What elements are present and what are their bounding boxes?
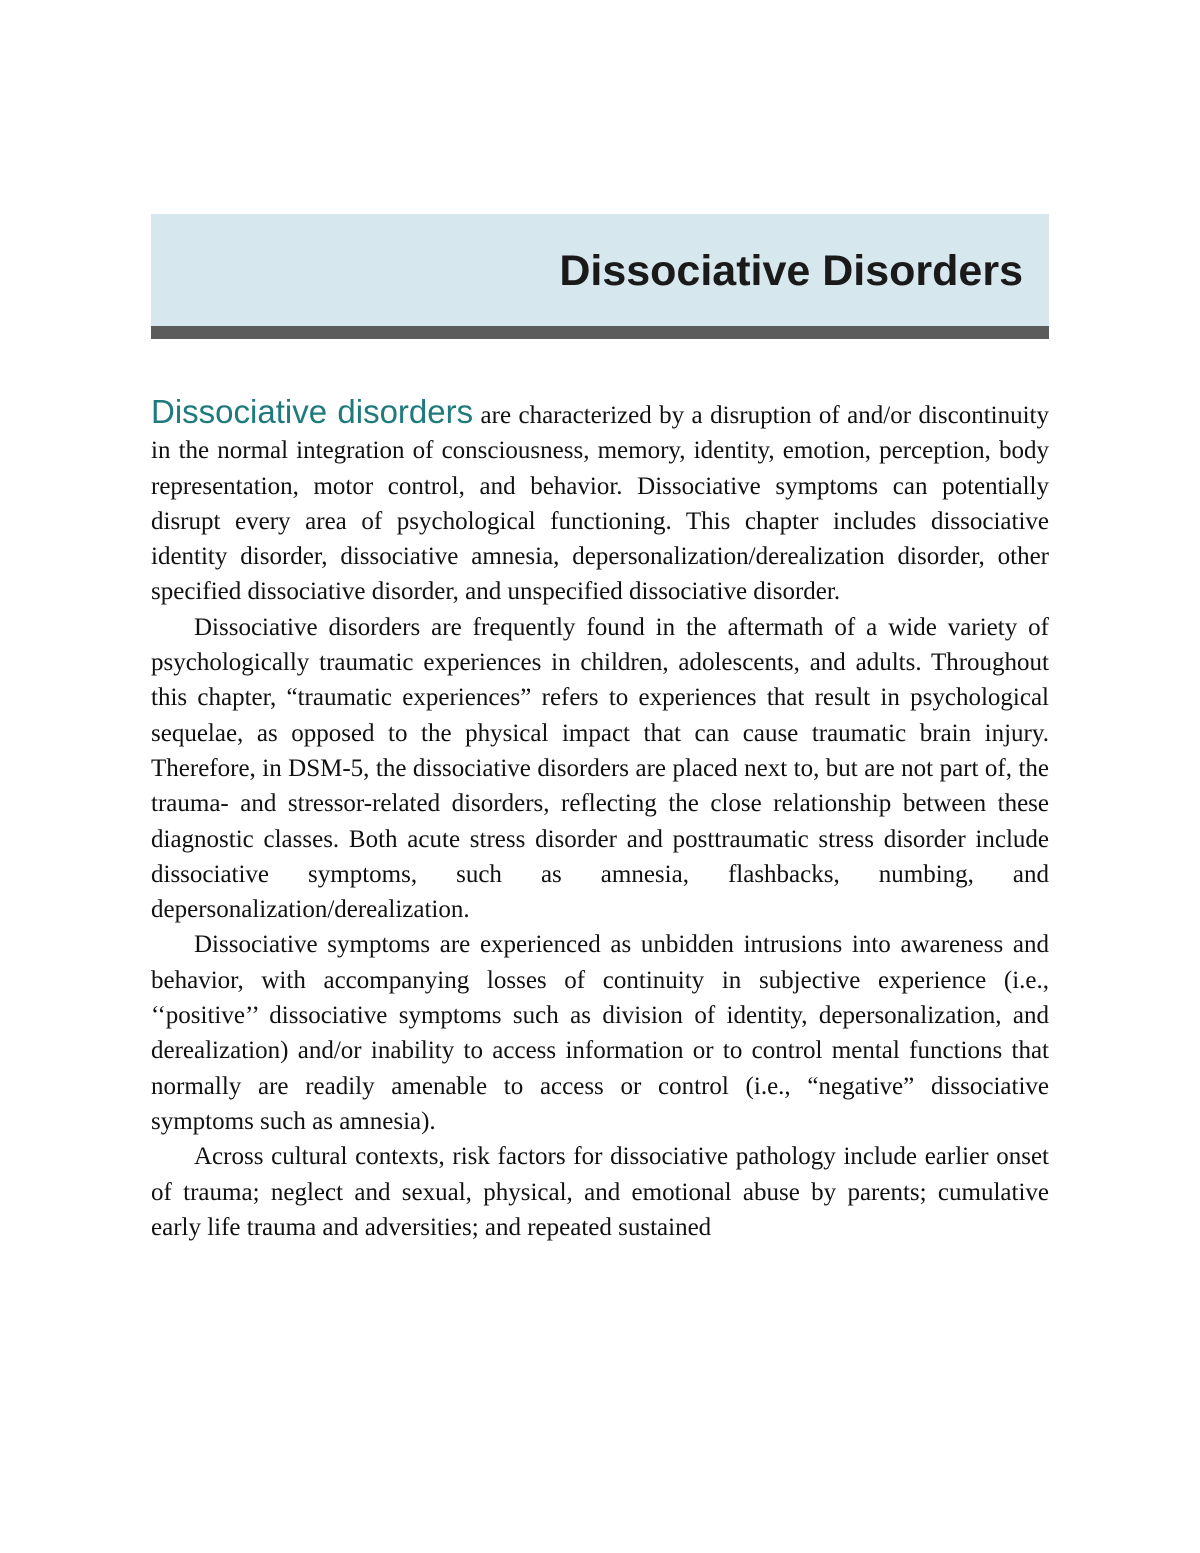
chapter-header-rule	[151, 326, 1049, 339]
chapter-body	[151, 395, 1049, 1245]
paragraph-1-text: are characterized by a disruption of and/or discontinuity in the normal integration of consciousness, memory, identity, emotion, perception, body representation, motor control, and behavior. Dissociative symptoms can potentially disrupt every area of psychological functioning. This chapter includes dissociative identity disorder, dissociative amnesia, depersonalization/derealization disorder, other specified dissociative disorder, and unspecified dissociative disorder.	[151, 402, 1049, 606]
chapter-header-banner	[151, 214, 1049, 326]
paragraph-2: Dissociative disorders are frequently found in the aftermath of a wide variety of psychologically traumatic experiences in children, adolescents, and adults. Throughout this chapter, “traumatic experiences” refers to experiences that result in psychological sequelae, as opposed to the physical impact that can cause traumatic brain injury. Therefore, in DSM-5, the dissociative disorders are placed next to, but are not part of, the trauma- and stressor-related disorders, reflecting the close relationship between these diagnostic classes. Both acute stress disorder and posttraumatic stress disorder include dissociative symptoms, such as amnesia, flashbacks, numbing, and depersonalization/derealization.	[151, 613, 1049, 924]
paragraph-3: Dissociative symptoms are experienced as unbidden intrusions into awareness and behavior, with accompanying losses of continuity in subjective experience (i.e., ‘‘positive’’ dissociative symptoms such as division of identity, depersonalization, and derealization) and/or inability to access information or to control mental functions that normally are readily amenable to access or control (i.e., “negative” dissociative symptoms such as amnesia).	[151, 931, 1049, 1135]
paragraph-1	[151, 395, 1049, 610]
lead-term: Dissociative disorders	[151, 393, 474, 430]
paragraph-4: Across cultural contexts, risk factors for dissociative pathology include earlier onset of trauma; neglect and sexual, physical, and emotional abuse by parents; cumulative early life trauma and adversities; and repeated sustained	[151, 1143, 1049, 1241]
chapter-title: Dissociative Disorders	[559, 247, 1023, 295]
